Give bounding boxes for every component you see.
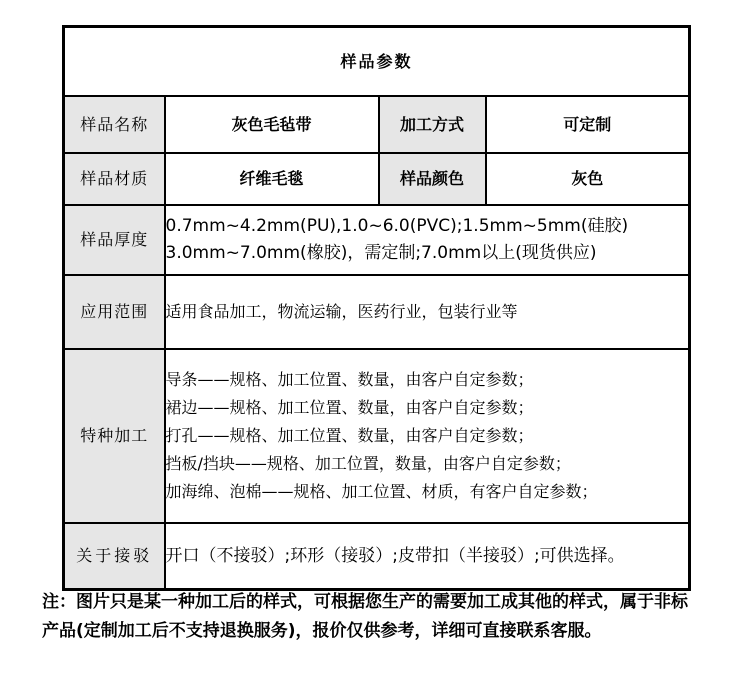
value-sample-material: 纤维毛毯: [165, 153, 379, 205]
title-row: [64, 27, 690, 97]
thickness-line-1: 0.7mm~4.2mm(PU),1.0~6.0(PVC);1.5mm~5mm(硅胶): [165, 216, 629, 236]
footnote-line-2: 产品(定制加工后不支持退换服务)，报价仅供参考，详细可直接联系客服。: [42, 621, 602, 641]
sample-parameters-table: [62, 25, 691, 591]
footnote: [42, 588, 712, 646]
table-title: 样品参数: [64, 27, 690, 97]
value-sample-color: 灰色: [486, 153, 690, 205]
value-application-range: 适用食品加工，物流运输，医药行业，包装行业等: [165, 275, 690, 349]
label-sample-material: 样品材质: [64, 153, 165, 205]
value-sample-name: 灰色毛毡带: [165, 96, 379, 153]
special-line-baffle: 挡板/挡块——规格、加工位置，数量，由客户自定参数；: [165, 454, 571, 473]
label-about-joint: 关于接驳: [64, 523, 165, 590]
label-sample-thickness: 样品厚度: [64, 205, 165, 275]
label-processing-method: 加工方式: [379, 96, 486, 153]
value-processing-method: 可定制: [486, 96, 690, 153]
value-sample-thickness: [165, 205, 690, 275]
row-application-range: [64, 275, 690, 349]
row-sample-material: [64, 153, 690, 205]
row-sample-name: [64, 96, 690, 153]
special-line-sponge-foam: 加海绵、泡棉——规格、加工位置、材质，有客户自定参数；: [165, 482, 598, 501]
special-line-punching: 打孔——规格、加工位置、数量，由客户自定参数；: [165, 426, 534, 445]
footnote-line-1: 注：图片只是某一种加工后的样式，可根据您生产的需要加工成其他的样式，属于非标: [42, 592, 688, 612]
special-line-guide-strip: 导条——规格、加工位置、数量，由客户自定参数；: [165, 370, 534, 389]
value-special-processing: [165, 349, 690, 523]
row-sample-thickness: [64, 205, 690, 275]
special-line-skirt-edge: 裙边——规格、加工位置、数量，由客户自定参数；: [165, 398, 534, 417]
value-about-joint: 开口（不接驳）;环形（接驳）;皮带扣（半接驳）;可供选择。: [165, 523, 690, 590]
label-application-range: 应用范围: [64, 275, 165, 349]
label-sample-color: 样品颜色: [379, 153, 486, 205]
row-special-processing: [64, 349, 690, 523]
label-sample-name: 样品名称: [64, 96, 165, 153]
label-special-processing: 特种加工: [64, 349, 165, 523]
row-about-joint: [64, 523, 690, 590]
thickness-line-2: 3.0mm~7.0mm(橡胶)，需定制;7.0mm以上(现货供应): [165, 243, 597, 263]
